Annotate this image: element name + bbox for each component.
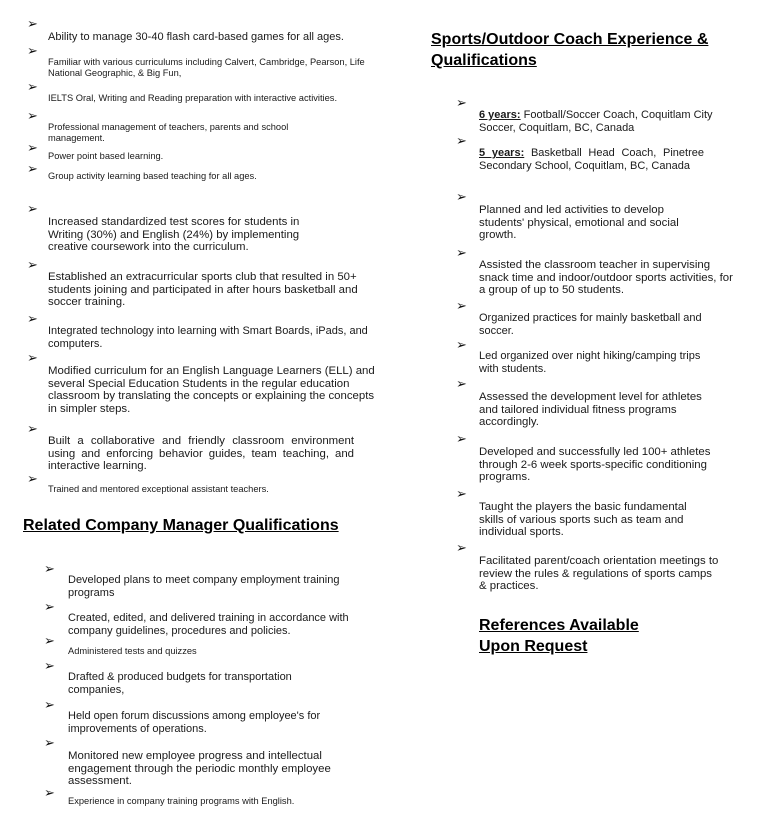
arrowhead-bullet-icon: ➢: [27, 80, 38, 95]
section-heading-coach: Sports/Outdoor Coach Experience & Qualifications: [431, 31, 709, 69]
list-item: Developed plans to meet company employment training programs: [68, 574, 340, 599]
arrowhead-bullet-icon: ➢: [27, 202, 38, 217]
list-item: Increased standardized test scores for students in Writing (30%) and English (24%) by implementing creative coursework into the curriculum.: [48, 216, 300, 254]
list-item: Organized practices for mainly basketball and soccer.: [479, 312, 702, 337]
arrowhead-bullet-icon: ➢: [27, 141, 38, 156]
list-item: Familiar with various curriculums including Calvert, Cambridge, Pearson, Life National Geographic, & Big Fun,: [48, 57, 365, 78]
arrowhead-bullet-icon: ➢: [27, 312, 38, 327]
arrowhead-bullet-icon: ➢: [27, 44, 38, 59]
list-item: Modified curriculum for an English Language Learners (ELL) and several Special Education Students in the regular education classroom by translating the concepts or explaining the concepts in simpler steps.: [48, 365, 375, 415]
arrowhead-bullet-icon: ➢: [27, 472, 38, 487]
arrowhead-bullet-icon: ➢: [44, 698, 55, 713]
arrowhead-bullet-icon: ➢: [456, 338, 467, 353]
list-item: Built a collaborative and friendly classroom environment using and enforcing behavior guides, team teaching, and interactive learning.: [48, 435, 354, 473]
list-item: Assessed the development level for athletes and tailored individual fitness programs accordingly.: [479, 391, 702, 429]
list-item: Power point based learning.: [48, 151, 164, 161]
arrowhead-bullet-icon: ➢: [456, 541, 467, 556]
arrowhead-bullet-icon: ➢: [44, 659, 55, 674]
list-item: Experience in company training programs with English.: [68, 796, 295, 806]
list-item: Trained and mentored exceptional assistant teachers.: [48, 484, 269, 494]
arrowhead-bullet-icon: ➢: [456, 96, 467, 111]
references-line-2: Upon Request: [479, 638, 588, 655]
arrowhead-bullet-icon: ➢: [44, 786, 55, 801]
list-item: Integrated technology into learning with Smart Boards, iPads, and computers.: [48, 325, 368, 350]
list-item: Planned and led activities to develop students' physical, emotional and social growth.: [479, 204, 679, 242]
list-item: Assisted the classroom teacher in supervising snack time and indoor/outdoor sports activities, for a group of up to 50 students.: [479, 259, 733, 297]
arrowhead-bullet-icon: ➢: [456, 432, 467, 447]
experience-item: [479, 147, 704, 172]
list-item: Led organized over night hiking/camping trips with students.: [479, 350, 701, 375]
experience-years: 5 years:: [479, 147, 525, 159]
list-item: Taught the players the basic fundamental skills of various sports such as team and individual sports.: [479, 501, 687, 539]
arrowhead-bullet-icon: ➢: [27, 351, 38, 366]
list-item: Professional management of teachers, parents and school management.: [48, 122, 289, 143]
experience-years: 6 years:: [479, 109, 521, 121]
arrowhead-bullet-icon: ➢: [456, 299, 467, 314]
arrowhead-bullet-icon: ➢: [44, 562, 55, 577]
arrowhead-bullet-icon: ➢: [456, 134, 467, 149]
list-item: Developed and successfully led 100+ athletes through 2-6 week sports-specific conditioning programs.: [479, 446, 711, 484]
section-heading-manager: Related Company Manager Qualifications: [23, 517, 339, 534]
experience-item: [479, 109, 719, 134]
arrowhead-bullet-icon: ➢: [456, 246, 467, 261]
list-item: IELTS Oral, Writing and Reading preparation with interactive activities.: [48, 93, 338, 103]
arrowhead-bullet-icon: ➢: [456, 377, 467, 392]
list-item: Facilitated parent/coach orientation meetings to review the rules & regulations of sports camps & practices.: [479, 555, 719, 593]
list-item: Administered tests and quizzes: [68, 646, 197, 656]
arrowhead-bullet-icon: ➢: [27, 109, 38, 124]
list-item: Group activity learning based teaching for all ages.: [48, 171, 257, 181]
list-item: Created, edited, and delivered training in accordance with company guidelines, procedures and policies.: [68, 612, 349, 637]
list-item: Held open forum discussions among employee's for improvements of operations.: [68, 710, 321, 735]
arrowhead-bullet-icon: ➢: [456, 487, 467, 502]
experience-detail: Football/Soccer Coach, Coquitlam City Soccer, Coquitlam, BC, Canada: [479, 109, 713, 134]
arrowhead-bullet-icon: ➢: [27, 162, 38, 177]
list-item: Monitored new employee progress and intellectual engagement through the periodic monthly employee assessment.: [68, 750, 331, 788]
arrowhead-bullet-icon: ➢: [27, 422, 38, 437]
arrowhead-bullet-icon: ➢: [456, 190, 467, 205]
list-item: Established an extracurricular sports club that resulted in 50+ students joining and participated in after hours basketball and soccer training.: [48, 271, 358, 309]
list-item: Ability to manage 30-40 flash card-based games for all ages.: [48, 31, 344, 43]
references-line-1: References Available: [479, 617, 639, 634]
arrowhead-bullet-icon: ➢: [44, 600, 55, 615]
experience-detail: Basketball Head Coach, Pinetree Secondary School, Coquitlam, BC, Canada: [479, 147, 704, 172]
arrowhead-bullet-icon: ➢: [27, 17, 38, 32]
arrowhead-bullet-icon: ➢: [44, 634, 55, 649]
arrowhead-bullet-icon: ➢: [27, 258, 38, 273]
arrowhead-bullet-icon: ➢: [44, 736, 55, 751]
list-item: Drafted & produced budgets for transportation companies,: [68, 671, 292, 696]
